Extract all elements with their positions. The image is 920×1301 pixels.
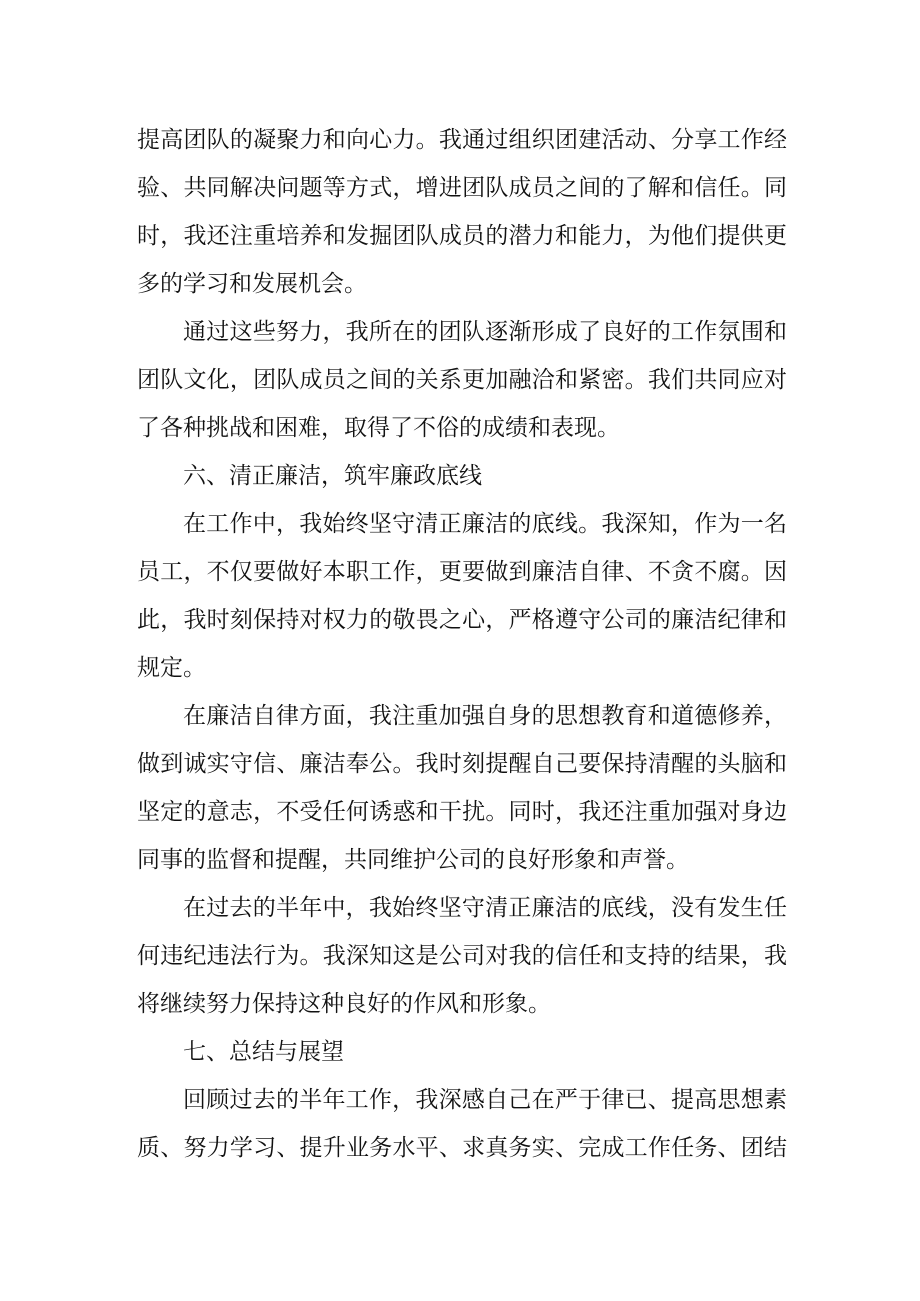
paragraph-line: 多的学习和发展机会。	[137, 271, 367, 297]
paragraph-line: 员工，不仅要做好本职工作，更要做到廉洁自律、不贪不腐。因	[137, 559, 787, 585]
paragraph-line: 同事的监督和提醒，共同维护公司的良好形象和声誉。	[137, 847, 689, 873]
paragraph	[137, 1076, 787, 1172]
paragraph-line: 回顾过去的半年工作，我深感自己在严于律已、提高思想素	[183, 1087, 787, 1113]
paragraph	[137, 692, 787, 884]
paragraph-line: 提高团队的凝聚力和向心力。我通过组织团建活动、分享工作经	[137, 127, 787, 153]
paragraph-line: 此，我时刻保持对权力的敬畏之心，严格遵守公司的廉洁纪律和	[137, 607, 787, 633]
paragraph-line: 验、共同解决问题等方式，增进团队成员之间的了解和信任。同	[137, 175, 787, 201]
section-heading	[137, 452, 787, 500]
paragraph-line: 在过去的半年中，我始终坚守清正廉洁的底线，没有发生任	[183, 895, 787, 921]
paragraph	[137, 116, 787, 308]
paragraph	[137, 500, 787, 692]
paragraph-line: 团队文化，团队成员之间的关系更加融洽和紧密。我们共同应对	[137, 367, 787, 393]
paragraph-line: 规定。	[137, 655, 206, 681]
paragraph-line: 质、努力学习、提升业务水平、求真务实、完成工作任务、团结	[137, 1135, 787, 1161]
document-body	[137, 116, 787, 1172]
paragraph-line: 何违纪违法行为。我深知这是公司对我的信任和支持的结果，我	[137, 943, 787, 969]
paragraph	[137, 308, 787, 452]
paragraph-line: 坚定的意志，不受任何诱惑和干扰。同时，我还注重加强对身边	[137, 799, 787, 825]
paragraph	[137, 884, 787, 1028]
paragraph-line: 做到诚实守信、廉洁奉公。我时刻提醒自己要保持清醒的头脑和	[137, 751, 787, 777]
paragraph-line: 在廉洁自律方面，我注重加强自身的思想教育和道德修养，	[183, 703, 787, 729]
paragraph-line: 在工作中，我始终坚守清正廉洁的底线。我深知，作为一名	[183, 511, 787, 537]
heading-text: 六、清正廉洁，筑牢廉政底线	[183, 463, 482, 489]
paragraph-line: 了各种挑战和困难，取得了不俗的成绩和表现。	[137, 415, 620, 441]
paragraph-line: 通过这些努力，我所在的团队逐渐形成了良好的工作氛围和	[183, 319, 787, 345]
paragraph-line: 将继续努力保持这种良好的作风和形象。	[137, 991, 551, 1017]
heading-text: 七、总结与展望	[183, 1039, 344, 1065]
section-heading	[137, 1028, 787, 1076]
paragraph-line: 时，我还注重培养和发掘团队成员的潜力和能力，为他们提供更	[137, 223, 787, 249]
